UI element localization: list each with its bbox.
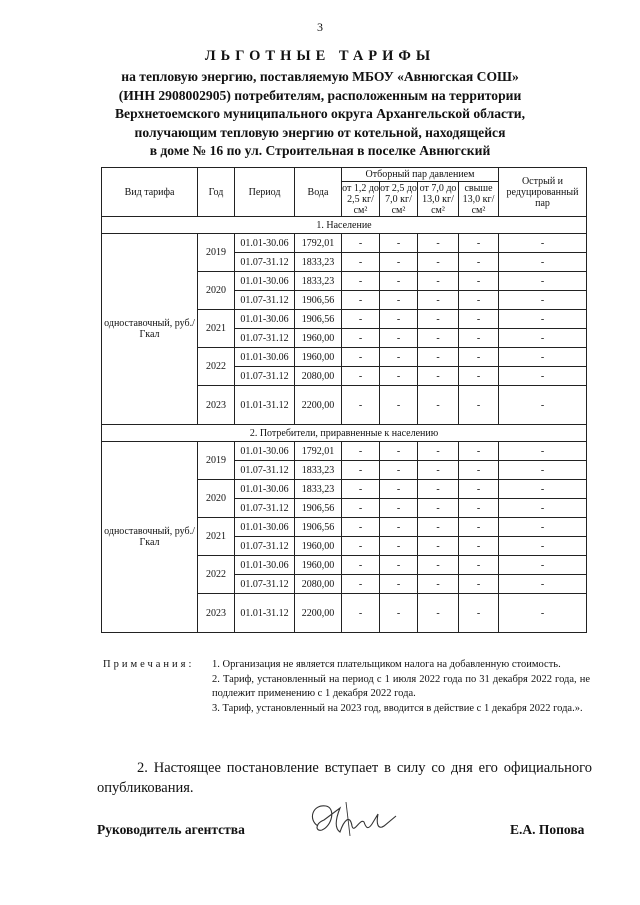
handwritten-signature [306,796,401,846]
water-value-cell: 1960,00 [295,556,342,575]
year-cell: 2022 [198,556,235,594]
dash-cell: - [418,367,459,386]
dash-cell: - [459,272,499,291]
water-value-cell: 1960,00 [295,348,342,367]
section-title: 2. Потребители, приравненные к населению [102,425,587,442]
dash-cell: - [459,594,499,633]
dash-cell: - [418,442,459,461]
dash-cell: - [499,594,587,633]
dash-cell: - [459,386,499,425]
period-cell: 01.01-30.06 [235,234,295,253]
water-value-cell: 1833,23 [295,272,342,291]
signatory-name: Е.А. Попова [510,822,585,837]
table-row [102,234,587,253]
dash-cell: - [342,367,380,386]
dash-cell: - [459,461,499,480]
tariff-type-cell: одноставочный, руб./Гкал [102,442,198,633]
dash-cell: - [499,518,587,537]
tariff-table [101,167,587,633]
tariff-type-cell: одноставочный, руб./Гкал [102,234,198,425]
dash-cell: - [380,556,418,575]
dash-cell: - [418,537,459,556]
water-value-cell: 1833,23 [295,253,342,272]
period-cell: 01.07-31.12 [235,329,295,348]
period-cell: 01.01-30.06 [235,310,295,329]
note-item: 3. Тариф, установленный на 2023 год, вводится в действие с 1 декабря 2022 года.». [212,702,583,714]
period-cell: 01.01-30.06 [235,442,295,461]
dash-cell: - [499,480,587,499]
dash-cell: - [499,556,587,575]
dash-cell: - [418,556,459,575]
dash-cell: - [499,291,587,310]
dash-cell: - [342,442,380,461]
period-cell: 01.01-31.12 [235,594,295,633]
year-cell: 2019 [198,234,235,272]
dash-cell: - [380,310,418,329]
dash-cell: - [459,310,499,329]
subtitle-line: Верхнетоемского муниципального округа Архангельской области, [114,106,525,121]
note-item: 2. Тариф, установленный на период с 1 июля 2022 года по 31 декабря 2022 года, не подлежит применению с 1 декабря 2022 года. [212,673,590,699]
dash-cell: - [380,575,418,594]
water-value-cell: 1906,56 [295,291,342,310]
dash-cell: - [380,442,418,461]
dash-cell: - [499,537,587,556]
water-value-cell: 1960,00 [295,537,342,556]
dash-cell: - [342,518,380,537]
dash-cell: - [459,348,499,367]
year-cell: 2019 [198,442,235,480]
dash-cell: - [459,537,499,556]
header-pressure-4: свыше 13,0 кг/см² [459,182,499,217]
dash-cell: - [342,272,380,291]
decree-paragraph: 2. Настоящее постановление вступает в силу со дня его официального опубликования. [97,760,592,796]
year-cell: 2022 [198,348,235,386]
dash-cell: - [380,367,418,386]
period-cell: 01.01-30.06 [235,272,295,291]
dash-cell: - [459,480,499,499]
dash-cell: - [459,499,499,518]
dash-cell: - [342,291,380,310]
period-cell: 01.07-31.12 [235,499,295,518]
year-cell: 2023 [198,594,235,633]
period-cell: 01.07-31.12 [235,367,295,386]
header-pressure-3: от 7,0 до 13,0 кг/см² [418,182,459,217]
water-value-cell: 1906,56 [295,518,342,537]
dash-cell: - [380,386,418,425]
subtitle-line: получающим тепловую энергию от котельной, находящейся [134,124,506,140]
dash-cell: - [380,253,418,272]
dash-cell: - [418,329,459,348]
dash-cell: - [499,499,587,518]
period-cell: 01.07-31.12 [235,461,295,480]
dash-cell: - [418,253,459,272]
dash-cell: - [380,537,418,556]
year-cell: 2023 [198,386,235,425]
dash-cell: - [418,480,459,499]
period-cell: 01.01-30.06 [235,480,295,499]
water-value-cell: 1906,56 [295,310,342,329]
document-subtitle [95,68,545,161]
dash-cell: - [459,291,499,310]
period-cell: 01.07-31.12 [235,537,295,556]
tariff-table-body [102,217,587,633]
subtitle-line: в доме № 16 по ул. Строительная в поселке Авнюгский [149,143,491,158]
dash-cell: - [418,499,459,518]
year-cell: 2020 [198,480,235,518]
water-value-cell: 1906,56 [295,499,342,518]
subtitle-line: на тепловую энергию, поставляемую МБОУ «Авнюгская СОШ» [121,69,519,84]
header-steam-group: Отборный пар давлением [342,168,499,182]
dash-cell: - [459,442,499,461]
dash-cell: - [459,367,499,386]
period-cell: 01.01-31.12 [235,386,295,425]
dash-cell: - [380,234,418,253]
dash-cell: - [380,461,418,480]
period-cell: 01.07-31.12 [235,291,295,310]
water-value-cell: 1792,01 [295,234,342,253]
notes-label: Примечания: [103,659,195,670]
header-water: Вода [295,168,342,217]
dash-cell: - [380,291,418,310]
water-value-cell: 2080,00 [295,367,342,386]
water-value-cell: 1833,23 [295,480,342,499]
dash-cell: - [499,442,587,461]
dash-cell: - [418,272,459,291]
dash-cell: - [459,518,499,537]
dash-cell: - [342,575,380,594]
page-number: 3 [317,20,323,34]
dash-cell: - [342,461,380,480]
dash-cell: - [380,518,418,537]
dash-cell: - [418,291,459,310]
dash-cell: - [499,575,587,594]
header-period: Период [235,168,295,217]
signatory-title: Руководитель агентства [97,822,245,837]
year-cell: 2020 [198,272,235,310]
dash-cell: - [342,253,380,272]
water-value-cell: 2080,00 [295,575,342,594]
dash-cell: - [380,594,418,633]
period-cell: 01.07-31.12 [235,575,295,594]
table-row [102,442,587,461]
dash-cell: - [418,575,459,594]
dash-cell: - [459,556,499,575]
dash-cell: - [499,310,587,329]
dash-cell: - [459,575,499,594]
dash-cell: - [499,253,587,272]
year-cell: 2021 [198,518,235,556]
period-cell: 01.07-31.12 [235,253,295,272]
dash-cell: - [459,253,499,272]
dash-cell: - [342,537,380,556]
dash-cell: - [342,499,380,518]
dash-cell: - [418,594,459,633]
water-value-cell: 1792,01 [295,442,342,461]
water-value-cell: 2200,00 [295,594,342,633]
dash-cell: - [380,348,418,367]
dash-cell: - [499,367,587,386]
dash-cell: - [342,234,380,253]
dash-cell: - [418,461,459,480]
water-value-cell: 1960,00 [295,329,342,348]
water-value-cell: 2200,00 [295,386,342,425]
dash-cell: - [380,329,418,348]
subtitle-line: (ИНН 2908002905) потребителям, расположенным на территории [118,87,522,103]
dash-cell: - [499,234,587,253]
dash-cell: - [459,234,499,253]
dash-cell: - [418,234,459,253]
dash-cell: - [418,518,459,537]
notes-list [212,658,590,716]
dash-cell: - [418,310,459,329]
dash-cell: - [499,348,587,367]
dash-cell: - [380,272,418,291]
header-sharp-steam: Острый и редуцированный пар [499,168,587,217]
header-pressure-2: от 2,5 до 7,0 кг/см² [380,182,417,216]
dash-cell: - [342,386,380,425]
dash-cell: - [459,329,499,348]
dash-cell: - [499,386,587,425]
section-title: 1. Население [102,217,587,234]
header-year: Год [198,168,235,217]
dash-cell: - [499,272,587,291]
document-title: ЛЬГОТНЫЕ ТАРИФЫ [204,48,436,64]
period-cell: 01.01-30.06 [235,348,295,367]
period-cell: 01.01-30.06 [235,518,295,537]
dash-cell: - [380,480,418,499]
dash-cell: - [342,329,380,348]
year-cell: 2021 [198,310,235,348]
water-value-cell: 1833,23 [295,461,342,480]
period-cell: 01.01-30.06 [235,556,295,575]
dash-cell: - [418,348,459,367]
dash-cell: - [418,386,459,425]
note-item: 1. Организация не является плательщиком налога на добавленную стоимость. [212,659,561,670]
dash-cell: - [499,329,587,348]
dash-cell: - [342,594,380,633]
dash-cell: - [380,499,418,518]
header-tariff-type: Вид тарифа [102,168,198,217]
dash-cell: - [342,556,380,575]
dash-cell: - [342,310,380,329]
header-pressure-1: от 1,2 до 2,5 кг/см² [342,182,379,216]
dash-cell: - [342,348,380,367]
dash-cell: - [342,480,380,499]
dash-cell: - [499,461,587,480]
